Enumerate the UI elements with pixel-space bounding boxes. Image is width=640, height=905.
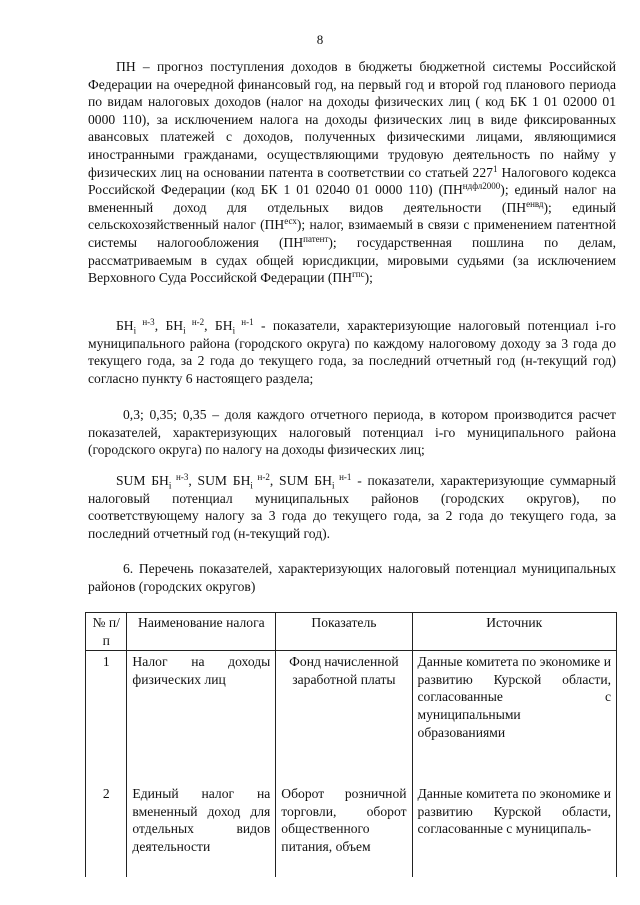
row-indicator: Фонд начисленной заработной платы: [276, 651, 412, 784]
row-tax-name: Единый налог на вмененный доход для отдельных видов деятельности: [127, 783, 276, 877]
paragraph-bn-definition: $БН_i$ $^{н-3}$, $БН_i$ $^{н-2}$, $БН_i$ $^{н-1}$ - показатели, характеризующие налоговый потенциал i-го муниципального района (городского округа) по каждому налоговому доходу за 3 года до текущего года, за 2 года до текущего года, за последний отчетный год (н-текущий год) согласно пункту 6 настоящего раздела;: [88, 317, 616, 386]
term-pn: ПН: [116, 59, 136, 74]
section-6-heading: 6. Перечень показателей, характеризующих налоговый потенциал муниципальных районов (городских округов): [88, 561, 616, 594]
paragraph-sum-definition: SUM $БН_i$ $^{н-3}$, SUM $БН_i$ $^{н-2}$, SUM $БН_i$ $^{н-1}$ - показатели, характеризующие суммарный налоговый потенциал муниципальных районов (городских округов), по соответствующему налогу за 3 года до текущего года, за 2 года до текущего года, за последний отчетный год (н-текущий год).: [88, 472, 616, 541]
header-source: Источник: [412, 613, 616, 651]
row-number: 1: [86, 651, 127, 784]
row-source: Данные комитета по экономике и развитию Курской области, согласованные с муниципаль-: [412, 783, 616, 877]
page-number: 8: [316, 32, 324, 47]
row-number: 2: [86, 783, 127, 877]
row-indicator: Оборот розничной торговли, оборот общественного питания, объем: [276, 783, 412, 877]
indicators-table: [85, 612, 617, 877]
header-number: № п/п: [86, 613, 127, 651]
header-indicator: Показатель: [276, 613, 412, 651]
paragraph-shares: 0,3; 0,35; 0,35 – доля каждого отчетного периода, в котором производится расчет показателей, характеризующих налоговый потенциал i-го муниципального района (городского округа) по налогу на доходы физических лиц;: [88, 407, 616, 458]
table-header-row: [86, 613, 617, 651]
table-row: [86, 651, 617, 784]
header-tax-name: Наименование налога: [127, 613, 276, 651]
table-row: [86, 783, 617, 877]
row-source: Данные комитета по экономике и развитию Курской области, согласованные с муниципальными образованиями: [412, 651, 616, 784]
paragraph-pn-definition: ПН – прогноз поступления доходов в бюджеты бюджетной системы Российской Федерации на очередной финансовый год, на первый год и второй год планового периода по видам налоговых доходов (налог на доходы физических лиц ( код БК 1 01 02000 01 0000 110), за исключением налога на доходы физических лиц в виде фиксированных авансовых платежей с доходов, полученных физическими лицами, являющимися иностранными гражданами, осуществляющими трудовую деятельность по найму у физических лиц на основании патента в соответствии со статьей $227^1$ Налогового кодекса Российской Федерации (код БК 1 01 02040 01 0000 110) $(ПН^{ндфл2000})$; единый налог на вмененный доход для отдельных видов деятельности $(ПН^{енвд})$; единый сельскохозяйственный налог $(ПН^{есх})$; налог, взимаемый в связи с применением патентной системы налогообложения $(ПН^{патент})$; государственная пошлина по делам, рассматриваемым в судах общей юрисдикции, мировыми судьями (за исключением Верховного Суда Российской Федерации $(ПН^{гпс})$;: [88, 59, 616, 286]
row-tax-name: Налог на доходы физических лиц: [127, 651, 276, 784]
